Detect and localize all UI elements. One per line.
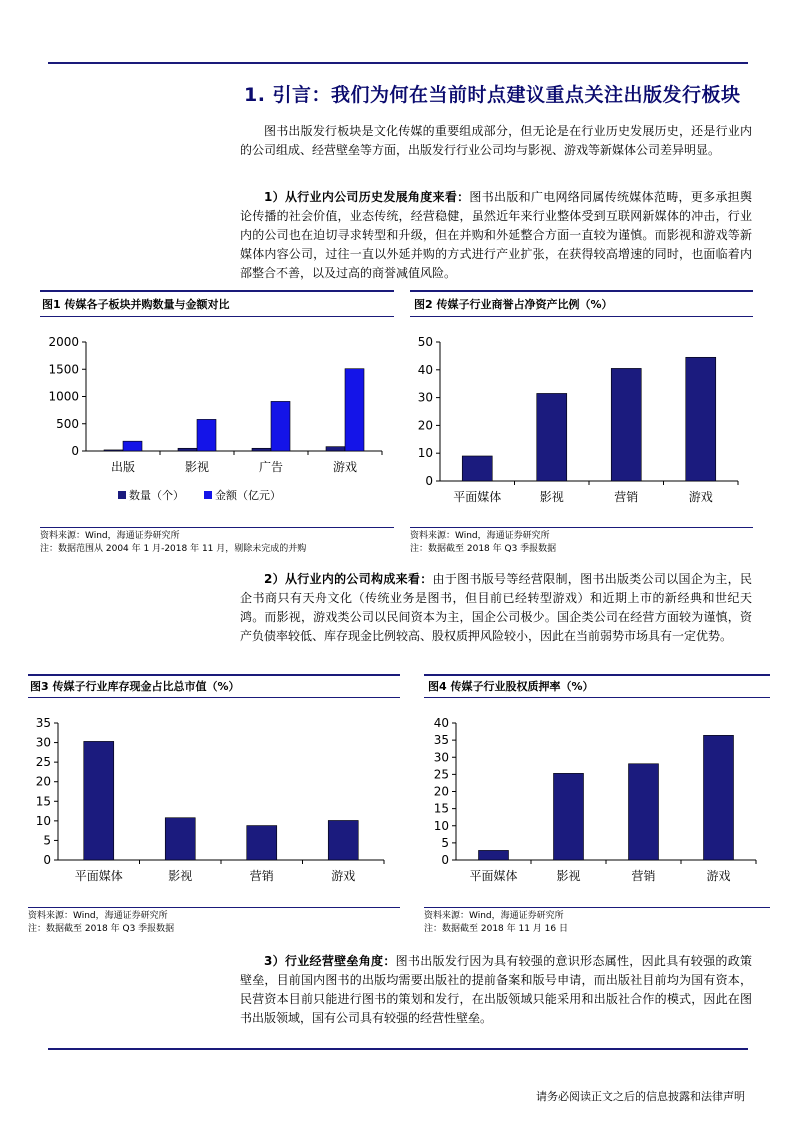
fig4-y-tick-label: 35 bbox=[433, 733, 449, 748]
fig3-title-underline bbox=[28, 697, 400, 698]
fig4-y-tick-label: 5 bbox=[441, 835, 449, 850]
fig1-chart bbox=[40, 320, 394, 530]
fig4-x-tick-label: 影视 bbox=[556, 869, 581, 883]
fig2-title-rule bbox=[410, 290, 753, 292]
fig1-title: 图1 传媒各子板块并购数量与金额对比 bbox=[42, 298, 230, 311]
fig2-source: 资料来源：Wind，海通证券研究所 bbox=[410, 531, 550, 541]
fig3-x-tick-label: 游戏 bbox=[331, 869, 356, 883]
fig1-bar bbox=[178, 448, 197, 451]
fig2-title-underline bbox=[410, 316, 753, 317]
fig1-footnote bbox=[40, 530, 306, 556]
fig3-chart bbox=[28, 702, 400, 907]
fig3-y-tick-label: 25 bbox=[35, 755, 51, 770]
fig4-title: 图4 传媒子行业股权质押率（%） bbox=[428, 680, 594, 693]
fig1-title-rule bbox=[40, 290, 394, 292]
fig4-bar bbox=[479, 850, 509, 860]
fig2-y-tick-label: 40 bbox=[417, 362, 433, 377]
fig3-y-tick-label: 30 bbox=[35, 735, 51, 750]
fig1-bar bbox=[123, 441, 142, 451]
fig3-y-tick-label: 35 bbox=[35, 716, 51, 730]
fig4-title-rule bbox=[424, 674, 770, 676]
fig3-note: 注：数据截至 2018 年 Q3 季报数据 bbox=[28, 924, 175, 934]
fig3-source: 资料来源：Wind，海通证券研究所 bbox=[28, 911, 168, 921]
fig2-bar bbox=[462, 456, 492, 481]
fig1-legend-label: 数量（个） bbox=[129, 489, 184, 502]
fig3-bar bbox=[165, 818, 195, 860]
fig4-y-tick-label: 20 bbox=[433, 784, 449, 799]
fig3-y-tick-label: 5 bbox=[43, 833, 51, 848]
paragraph-composition-lead: 2）从行业内的公司构成来看： bbox=[264, 572, 433, 586]
fig2-x-tick-label: 影视 bbox=[539, 490, 564, 504]
paragraph-history-body: 图书出版和广电网络同属传统媒体范畴，更多承担舆论传播的社会价值，业态传统，经营稳健，虽然近年来行业整体受到互联网新媒体的冲击，行业内的公司也在迫切寻求转型和升级，但在并购和外延整合方面一直较为谨慎。而影视和游戏等新媒体内容公司，过往一直以外延并购的方式进行产业扩张，在获得较高增速的同时，也面临着内部整合不善，以及过高的商誉减值风险。 bbox=[240, 190, 752, 280]
fig4-y-tick-label: 10 bbox=[433, 818, 449, 833]
fig3-bar bbox=[247, 826, 277, 860]
header-rule bbox=[48, 62, 748, 64]
fig1-x-tick-label: 游戏 bbox=[332, 460, 358, 474]
fig1-bar bbox=[345, 369, 364, 451]
fig1-y-tick-label: 1500 bbox=[48, 362, 79, 377]
fig3-title-rule bbox=[28, 674, 400, 676]
fig1-y-tick-label: 2000 bbox=[48, 335, 79, 349]
fig1-legend-label: 金额（亿元） bbox=[215, 489, 281, 502]
fig1-source: 资料来源：Wind，海通证券研究所 bbox=[40, 531, 180, 541]
paragraph-history bbox=[240, 188, 752, 283]
fig4-y-tick-label: 40 bbox=[433, 716, 449, 730]
fig3-footnote-rule bbox=[28, 907, 400, 908]
fig2-note: 注：数据截至 2018 年 Q3 季报数据 bbox=[410, 544, 557, 554]
fig2-y-tick-label: 0 bbox=[425, 474, 433, 488]
fig4-chart bbox=[424, 702, 770, 907]
fig3-y-tick-label: 10 bbox=[35, 813, 51, 828]
fig4-title-underline bbox=[424, 697, 770, 698]
fig1-legend-swatch bbox=[118, 491, 126, 499]
fig4-x-tick-label: 游戏 bbox=[706, 869, 731, 883]
paragraph-history-lead: 1）从行业内公司历史发展角度来看： bbox=[264, 190, 470, 204]
fig2-x-tick-label: 营销 bbox=[614, 490, 639, 504]
fig3-title: 图3 传媒子行业库存现金占比总市值（%） bbox=[30, 680, 240, 693]
fig3-x-tick-label: 营销 bbox=[249, 869, 274, 883]
fig1-y-tick-label: 1000 bbox=[48, 389, 79, 404]
fig4-footnote-rule bbox=[424, 907, 770, 908]
fig2-x-tick-label: 游戏 bbox=[688, 490, 713, 504]
fig1-footnote-rule bbox=[40, 527, 394, 528]
fig4-bar bbox=[704, 735, 734, 860]
section-heading: 1. 引言：我们为何在当前时点建议重点关注出版发行板块 bbox=[244, 84, 741, 106]
fig2-bar bbox=[686, 357, 716, 481]
fig4-y-tick-label: 15 bbox=[433, 801, 449, 816]
fig4-footnote bbox=[424, 910, 568, 936]
fig4-bar bbox=[554, 773, 584, 860]
fig2-y-tick-label: 20 bbox=[417, 418, 433, 433]
fig4-note: 注：数据截至 2018 年 11 月 16 日 bbox=[424, 924, 568, 934]
intro-paragraph: 图书出版发行板块是文化传媒的重要组成部分，但无论是在行业历史发展历史，还是行业内的公司组成、经营壁垒等方面，出版发行行业公司均与影视、游戏等新媒体公司差异明显。 bbox=[240, 124, 752, 157]
fig3-x-tick-label: 影视 bbox=[168, 869, 193, 883]
fig1-y-tick-label: 0 bbox=[71, 444, 79, 458]
fig3-y-tick-label: 15 bbox=[35, 794, 51, 809]
fig3-bar bbox=[84, 741, 114, 860]
footer-rule bbox=[48, 1048, 748, 1050]
fig2-bar bbox=[537, 393, 567, 481]
fig4-source: 资料来源：Wind，海通证券研究所 bbox=[424, 911, 564, 921]
fig1-title-underline bbox=[40, 316, 394, 317]
fig1-legend-swatch bbox=[204, 491, 212, 499]
fig2-y-tick-label: 30 bbox=[417, 390, 433, 405]
paragraph-barrier-lead: 3）行业经营壁垒角度： bbox=[264, 954, 396, 968]
fig2-chart bbox=[410, 320, 753, 530]
fig1-x-tick-label: 影视 bbox=[184, 460, 210, 474]
fig2-y-tick-label: 10 bbox=[417, 446, 433, 461]
fig2-x-tick-label: 平面媒体 bbox=[453, 490, 502, 504]
fig3-y-tick-label: 20 bbox=[35, 774, 51, 789]
fig1-bar bbox=[326, 447, 345, 451]
paragraph-composition-body: 由于图书版号等经营限制，图书出版类公司以国企为主，民企书商只有天舟文化（传统业务是图书，但目前已经转型游戏）和近期上市的新经典和世纪天鸿。而影视，游戏类公司以民间资本为主，国企公司极少。国企类公司在经营方面较为谨慎，资产负债率较低、库存现金比例较高、股权质押风险较小，因此在当前弱势市场具有一定优势。 bbox=[240, 572, 752, 643]
fig1-note: 注：数据范围从 2004 年 1 月-2018 年 11 月，剔除未完成的并购 bbox=[40, 544, 307, 554]
fig1-bar bbox=[271, 401, 290, 451]
fig2-y-tick-label: 50 bbox=[417, 335, 433, 349]
fig4-x-tick-label: 平面媒体 bbox=[469, 869, 518, 883]
paragraph-barrier-body: 图书出版发行因为具有较强的意识形态属性，因此具有较强的政策壁垒，目前国内图书的出版均需要出版社的提前备案和版号申请，而出版社目前均为国有资本，民营资本目前只能进行图书的策划和发行，在出版领域只能采用和出版社合作的模式，因此在图书出版领域，国有公司具有较强的经营性壁垒。 bbox=[240, 954, 752, 1025]
fig2-bar bbox=[611, 368, 641, 481]
fig4-x-tick-label: 营销 bbox=[631, 869, 656, 883]
fig3-bar bbox=[328, 820, 358, 860]
fig2-footnote bbox=[410, 530, 556, 556]
fig3-x-tick-label: 平面媒体 bbox=[74, 869, 123, 883]
fig4-y-tick-label: 0 bbox=[441, 853, 449, 867]
paragraph-composition bbox=[240, 570, 752, 646]
fig2-title: 图2 传媒子行业商誉占净资产比例（%） bbox=[414, 298, 613, 311]
fig4-bar bbox=[629, 764, 659, 860]
fig3-footnote bbox=[28, 910, 174, 936]
paragraph-barrier bbox=[240, 952, 752, 1028]
fig1-bar bbox=[197, 419, 216, 451]
footer-disclaimer: 请务必阅读正文之后的信息披露和法律声明 bbox=[536, 1090, 745, 1103]
fig1-x-tick-label: 广告 bbox=[258, 460, 284, 474]
fig2-footnote-rule bbox=[410, 527, 753, 528]
fig4-y-tick-label: 25 bbox=[433, 767, 449, 782]
fig3-y-tick-label: 0 bbox=[43, 853, 51, 867]
fig1-y-tick-label: 500 bbox=[56, 416, 79, 431]
fig1-bar bbox=[104, 450, 123, 451]
fig4-y-tick-label: 30 bbox=[433, 750, 449, 765]
fig1-x-tick-label: 出版 bbox=[110, 460, 136, 474]
fig1-bar bbox=[252, 448, 271, 451]
